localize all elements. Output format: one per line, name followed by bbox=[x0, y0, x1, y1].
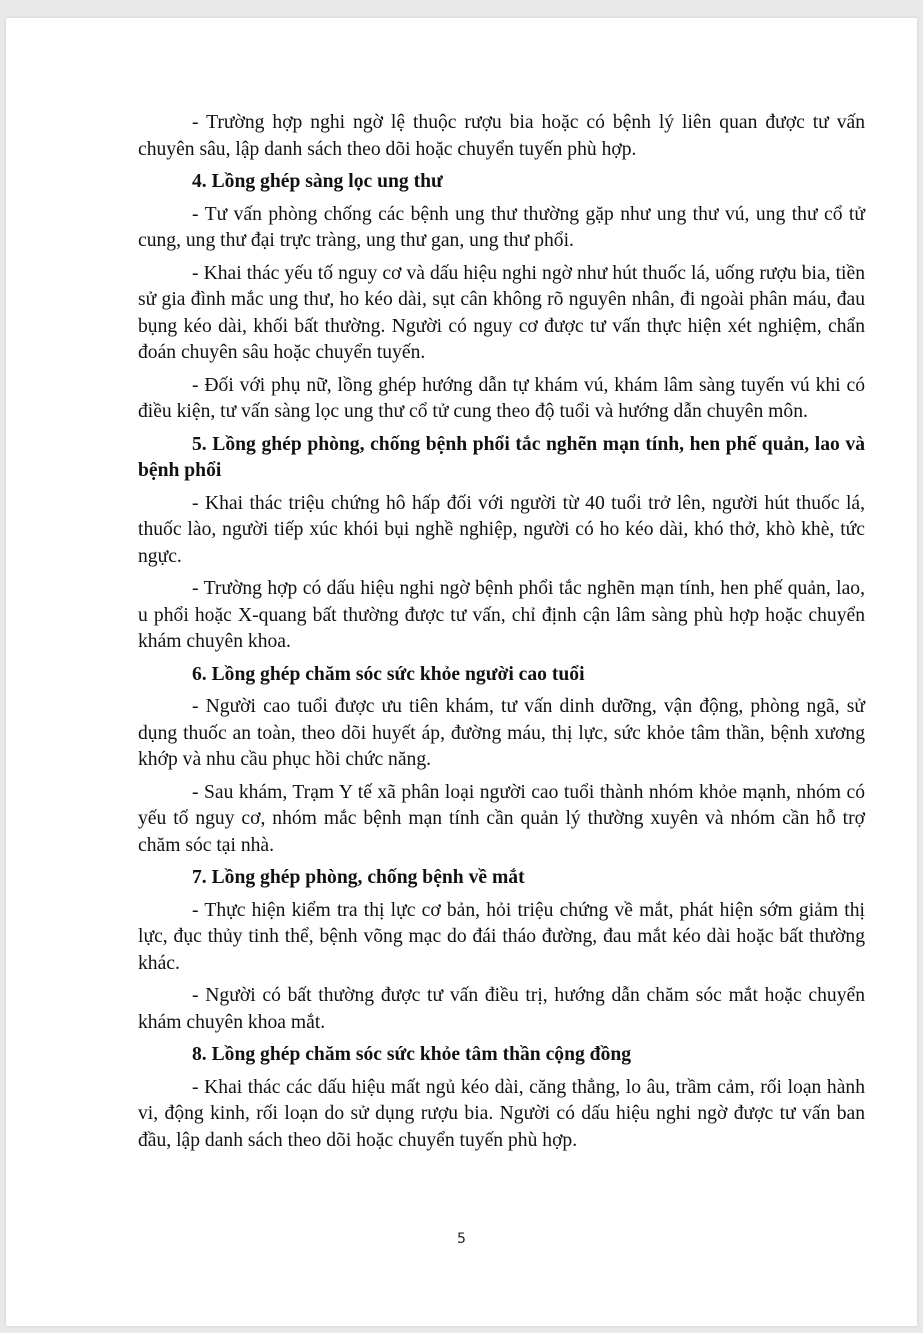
paragraph-eye-referral: - Người có bất thường được tư vấn điều trị, hướng dẫn chăm sóc mắt hoặc chuyển khám chuyên khoa mắt. bbox=[138, 985, 865, 1033]
heading-elderly-care: 6. Lồng ghép chăm sóc sức khỏe người cao tuổi bbox=[192, 663, 585, 685]
paragraph-eye-check: - Thực hiện kiểm tra thị lực cơ bản, hỏi triệu chứng về mắt, phát hiện sớm giảm thị lực, đục thủy tinh thể, bệnh võng mạc do đái tháo đường, đau mắt kéo dài hoặc bất thường khác. bbox=[138, 899, 865, 974]
document-page bbox=[6, 18, 917, 1326]
heading-lung-disease: 5. Lồng ghép phòng, chống bệnh phổi tắc nghẽn mạn tính, hen phế quản, lao và bệnh phổi bbox=[138, 433, 865, 481]
paragraph-lung-referral: - Trường hợp có dấu hiệu nghi ngờ bệnh phổi tắc nghẽn mạn tính, hen phế quản, lao, u phổi hoặc X-quang bất thường được tư vấn, chỉ định cận lâm sàng phù hợp hoặc chuyển khám chuyên khoa. bbox=[138, 578, 865, 652]
heading-cancer-screening: 4. Lồng ghép sàng lọc ung thư bbox=[192, 171, 443, 192]
page-number: 5 bbox=[457, 1231, 466, 1247]
heading-eye-disease: 7. Lồng ghép phòng, chống bệnh về mắt bbox=[192, 867, 525, 888]
paragraph-women-screening: - Đối với phụ nữ, lồng ghép hướng dẫn tự khám vú, khám lâm sàng tuyến vú khi có điều kiện, tư vấn sàng lọc ung thư cổ tử cung theo độ tuổi và hướng dẫn chuyên môn. bbox=[138, 374, 865, 422]
paragraph-cancer-risk-factors: - Khai thác yếu tố nguy cơ và dấu hiệu nghi ngờ như hút thuốc lá, uống rượu bia, tiền sử gia đình mắc ung thư, ho kéo dài, sụt cân không rõ nguyên nhân, đi ngoài phân máu, đau bụng kéo dài, khối bất thường. Người có nguy cơ được tư vấn thực hiện xét nghiệm, chẩn đoán chuyên sâu hoặc chuyển tuyến. bbox=[138, 262, 865, 363]
paragraph-alcohol-referral: - Trường hợp nghi ngờ lệ thuộc rượu bia hoặc có bệnh lý liên quan được tư vấn chuyên sâu, lập danh sách theo dõi hoặc chuyển tuyến phù hợp. bbox=[138, 112, 865, 160]
paragraph-elderly-classification: - Sau khám, Trạm Y tế xã phân loại người cao tuổi thành nhóm khỏe mạnh, nhóm có yếu tố nguy cơ, nhóm mắc bệnh mạn tính cần quản lý thường xuyên và nhóm cần hỗ trợ chăm sóc tại nhà. bbox=[138, 781, 865, 856]
paragraph-cancer-counseling: - Tư vấn phòng chống các bệnh ung thư thường gặp như ung thư vú, ung thư cổ tử cung, ung thư đại trực tràng, ung thư gan, ung thư phổi. bbox=[138, 203, 865, 251]
heading-mental-health: 8. Lồng ghép chăm sóc sức khỏe tâm thần cộng đồng bbox=[192, 1044, 632, 1065]
document-body bbox=[138, 110, 865, 1160]
paragraph-respiratory-symptoms: - Khai thác triệu chứng hô hấp đối với người từ 40 tuổi trở lên, người hút thuốc lá, thuốc lào, người tiếp xúc khói bụi nghề nghiệp, người có ho kéo dài, khó thở, khò khè, tức ngực. bbox=[138, 492, 865, 567]
paragraph-mental-health-signs: - Khai thác các dấu hiệu mất ngủ kéo dài, căng thẳng, lo âu, trầm cảm, rối loạn hành vi, động kinh, rối loạn do sử dụng rượu bia. Người có dấu hiệu nghi ngờ được tư vấn ban đầu, lập danh sách theo dõi hoặc chuyển tuyến phù hợp. bbox=[138, 1076, 865, 1151]
paragraph-elderly-priority: - Người cao tuổi được ưu tiên khám, tư vấn dinh dưỡng, vận động, phòng ngã, sử dụng thuốc an toàn, theo dõi huyết áp, đường máu, thị lực, sức khỏe tâm thần, bệnh xương khớp và nhu cầu phục hồi chức năng. bbox=[138, 696, 865, 770]
